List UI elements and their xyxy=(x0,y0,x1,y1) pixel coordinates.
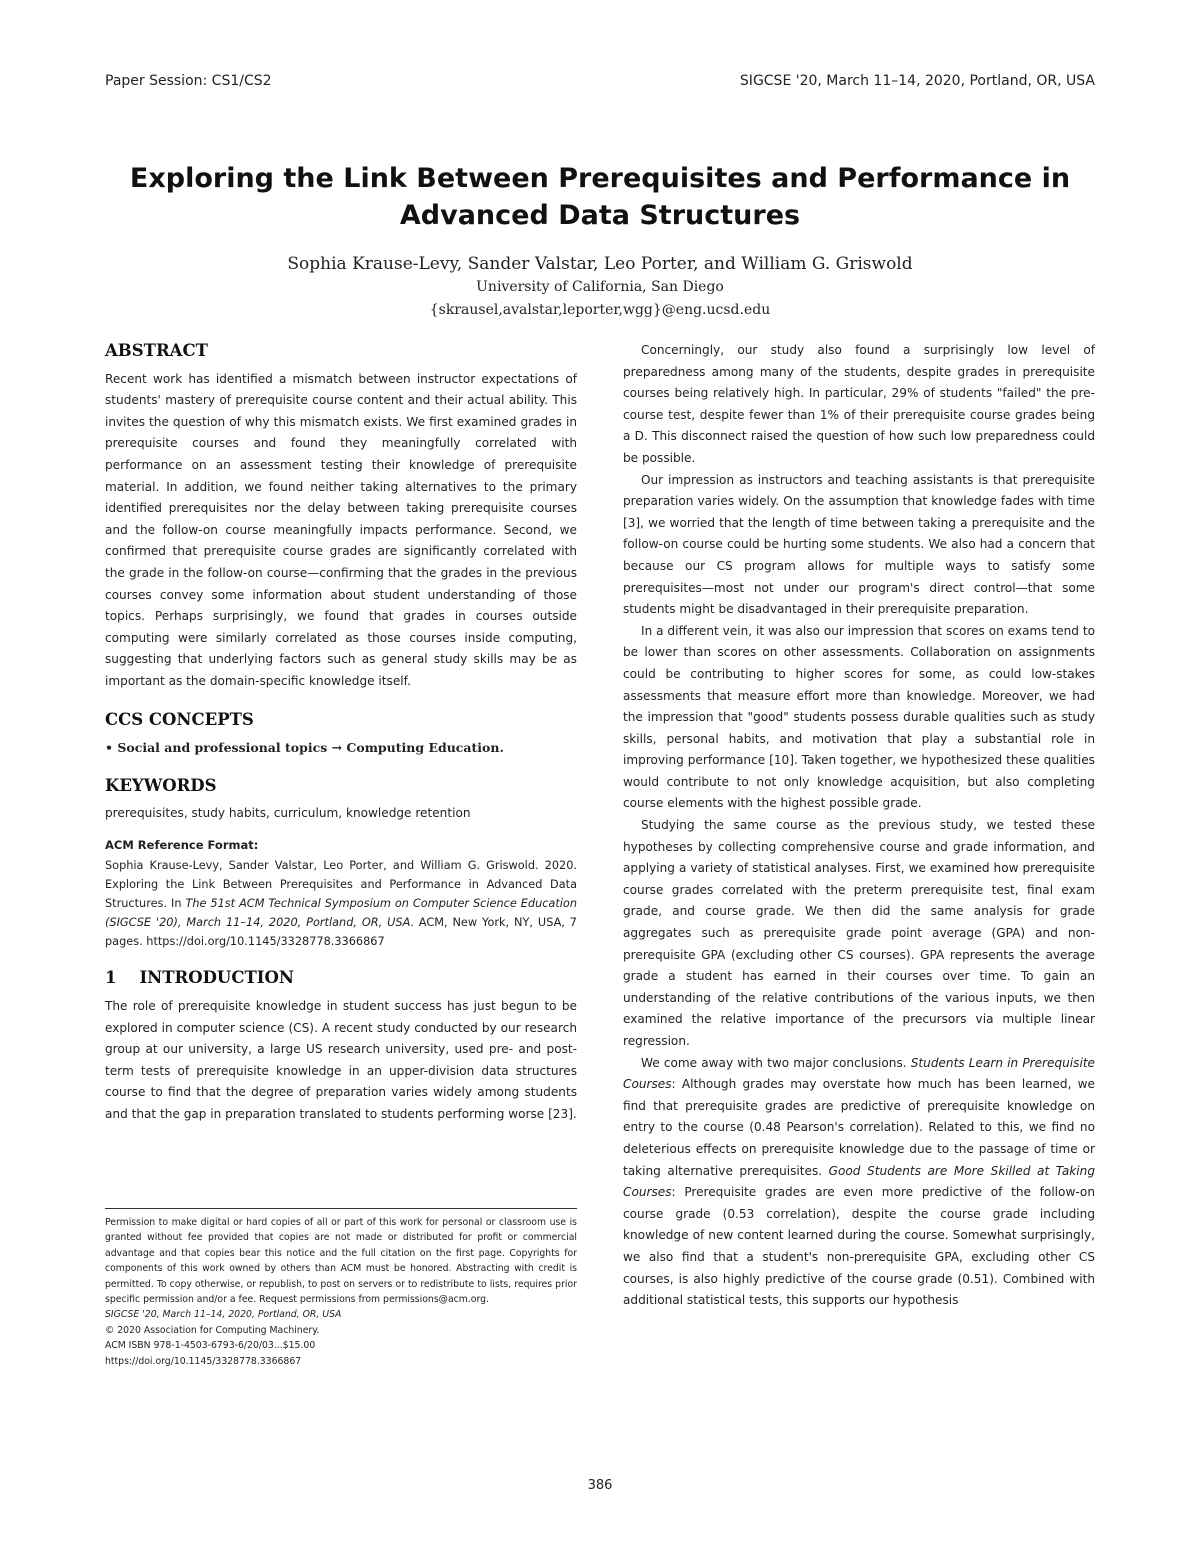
doi-link[interactable]: https://doi.org/10.1145/3328778.3366867 xyxy=(105,1355,302,1367)
permission-notice: Permission to make digital or hard copies of all or part of this work for personal or classroom use is granted without fee provided that copies are not made or distributed for profit or commercial advantage and that copies bear this notice and the full citation on the first page. Copyrights for components of this work owned by others than ACM must be honored. Abstracting with credit is permitted. To copy otherwise, or republish, to post on servers or to redistribute to lists, requires prior specific permission and/or a fee. Request permissions from permissions@acm.org. xyxy=(105,1217,577,1306)
running-header-left: Paper Session: CS1/CS2 xyxy=(105,73,272,89)
intro-paragraph-5: Studying the same course as the previous study, we tested these hypotheses by collecting comprehensive course and grade information, and applying a variety of statistical analyses. First, we examined how prerequisite course grades correlated with the preterm prerequisite test, final exam grade, and course grade. We then did the same analysis for grade aggregates such as prerequisite grade point average (GPA) and non-prerequisite GPA (excluding other CS courses). GPA represents the average grade a student has earned in their courses over time. To gain an understanding of the relative contributions of the various inputs, we then examined the relative importance of the precursors via multiple linear regression. xyxy=(623,818,1095,1048)
conference-info: SIGCSE '20, March 11–14, 2020, Portland, OR, USA xyxy=(105,1309,342,1321)
acm-reference-authors: Sophia Krause-Levy, Sander Valstar, Leo Porter, and William G. Griswold. 2020. Exploring the Link Between Prerequisites and Performance in Advanced Data Structures. In xyxy=(105,859,577,911)
ccs-concepts-heading: CCS CONCEPTS xyxy=(105,709,254,729)
intro-paragraph-4: In a different vein, it was also our impression that scores on exams tend to be lower than scores on other assessments. Collaboration on assignments could be contributing to higher scores for some, as could low-stakes assessments that measure effort more than knowledge. Moreover, we had the impression that "good" students possess durable qualities such as study skills, personal habits, and motivation that play a substantial role in improving performance [10]. Taken together, we hypothesized these qualities would contribute to not only knowledge acquisition, but also completing course elements with the highest possible grade. xyxy=(623,623,1095,811)
acm-reference-heading: ACM Reference Format: xyxy=(105,837,259,852)
conclusions-lead: We come away with two major conclusions. xyxy=(641,1055,911,1070)
page-number: 386 xyxy=(587,1478,613,1493)
author-list: Sophia Krause-Levy, Sander Valstar, Leo Porter, and William G. Griswold xyxy=(287,254,913,274)
introduction-paragraph-1: The role of prerequisite knowledge in student success has just begun to be explored in computer science (CS). A recent study conducted by our research group at our university, a large US research university, used pre- and post-term tests of prerequisite knowledge in an upper-division data structures course to find that the degree of preparation varies widely among students and that the gap in preparation translated to students performing worse [23]. xyxy=(105,999,577,1122)
affiliation: University of California, San Diego xyxy=(476,279,724,295)
abstract-heading: ABSTRACT xyxy=(105,341,208,360)
intro-paragraph-6 xyxy=(623,1053,1095,1312)
running-header-right: SIGCSE '20, March 11–14, 2020, Portland, OR, USA xyxy=(739,73,1095,89)
copyright-line: © 2020 Association for Computing Machinery. xyxy=(105,1324,320,1336)
left-column xyxy=(105,340,577,1126)
isbn-line: ACM ISBN 978-1-4503-6793-6/20/03...$15.00 xyxy=(105,1340,316,1352)
acm-reference-venue: The 51st ACM Technical Symposium on Computer Science Education (SIGCSE '20), March 11–14, 2020, Portland, OR, USA xyxy=(105,897,577,930)
right-column xyxy=(623,340,1095,1312)
acm-reference-publisher: . ACM, New York, NY, USA, 7 pages. https://doi.org/10.1145/3328778.3366867 xyxy=(105,916,577,949)
abstract-text: Recent work has identified a mismatch between instructor expectations of students' mastery of prerequisite course content and their actual ability. This invites the question of why this mismatch exists. We first examined grades in prerequisite courses and found they meaningfully correlated with performance on an assessment testing their knowledge of prerequisite material. In addition, we found neither taking alternatives to the primary identified prerequisites nor the delay between taking prerequisite courses and the follow-on course meaningfully impacts performance. Second, we confirmed that prerequisite course grades are significantly correlated with the grade in the follow-on course—confirming that the grades in the previous courses convey some information about student understanding of those topics. Perhaps surprisingly, we found that grades in courses outside computing were similarly correlated as those courses inside computing, suggesting that underlying factors such as general study skills may be as important as the domain-specific knowledge itself. xyxy=(105,371,577,688)
author-emails: {skrausel,avalstar,leporter,wgg}@eng.ucsd.edu xyxy=(429,302,771,318)
conclusion-2-title: Good Students are More Skilled at Taking Courses xyxy=(623,1163,1095,1200)
copyright-footnote xyxy=(105,1208,577,1369)
conclusion-1-text: : Although grades may overstate how much has been learned, we find that prerequisite grades are predictive of prerequisite knowledge on entry to the course (0.48 Pearson's correlation). Related to this, we find no deleterious effects on prerequisite knowledge due to the passage of time or taking alternative prerequisites. xyxy=(623,1077,1095,1178)
ccs-concepts-text: • Social and professional topics → Computing Education. xyxy=(105,740,504,756)
paper-title xyxy=(100,160,1100,234)
conclusion-2-text: : Prerequisite grades are even more predictive of the follow-on course grade (0.53 correlation), despite the course grade including knowledge of new content learned during the course. Somewhat surprisingly, we also find that a student's non-prerequisite GPA, excluding other CS courses, is also highly predictive of the course grade (0.51). Combined with additional statistical tests, this supports our hypothesis xyxy=(623,1185,1095,1308)
intro-paragraph-3: Our impression as instructors and teaching assistants is that prerequisite preparation varies widely. On the assumption that knowledge fades with time [3], we worried that the length of time between taking a prerequisite and the follow-on course could be hurting some students. We also had a concern that because our CS program allows for multiple ways to satisfy some prerequisites—most not under our program's direct control—that some students might be disadvantaged in their prerequisite preparation. xyxy=(623,472,1095,617)
acm-reference-text xyxy=(105,856,577,951)
paper-title-line-1: Exploring the Link Between Prerequisites and Performance in xyxy=(129,163,1071,194)
paper-title-line-2: Advanced Data Structures xyxy=(399,200,801,231)
intro-paragraph-2: Concerningly, our study also found a surprisingly low level of preparedness among many of the students, despite grades in prerequisite courses being relatively high. In particular, 29% of students "failed" the pre-course test, despite fewer than 1% of their prerequisite course grades being a D. This disconnect raised the question of how such low preparedness could be possible. xyxy=(623,343,1095,465)
keywords-heading: KEYWORDS xyxy=(105,775,217,795)
keywords-text: prerequisites, study habits, curriculum, knowledge retention xyxy=(105,806,471,821)
introduction-heading: 1 INTRODUCTION xyxy=(105,968,294,988)
conclusion-1-title: Students Learn in Prerequisite Courses xyxy=(623,1055,1095,1092)
